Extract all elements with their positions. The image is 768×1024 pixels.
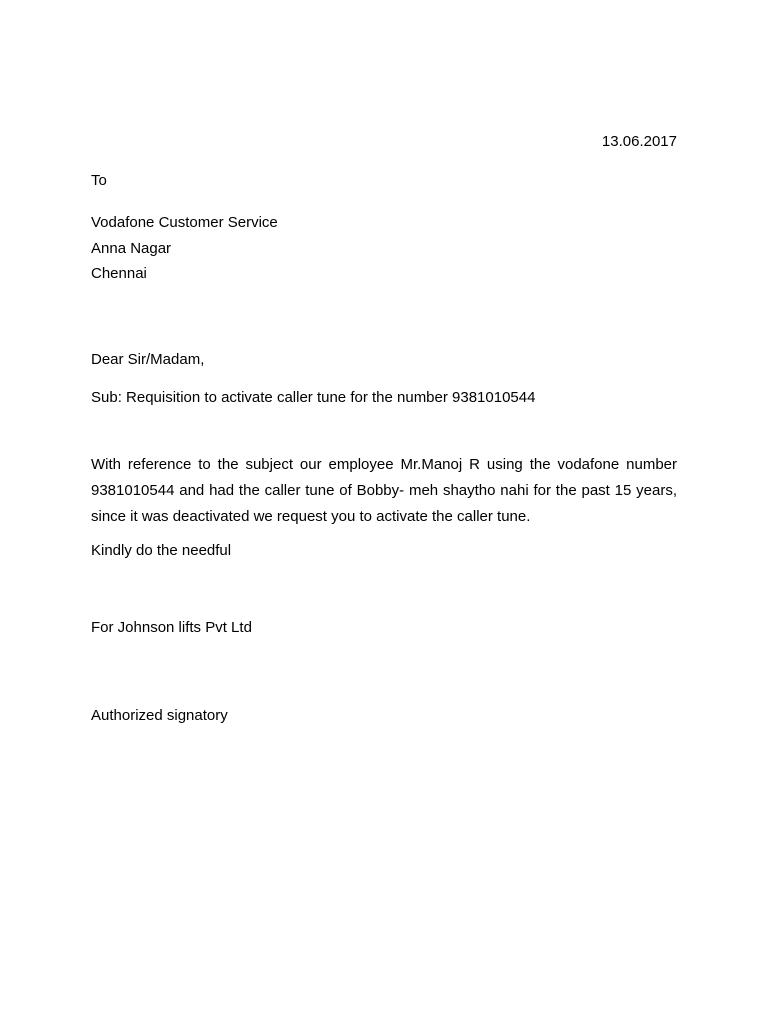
salutation: Dear Sir/Madam, <box>91 351 205 368</box>
subject-line: Sub: Requisition to activate caller tune for the number 9381010544 <box>91 389 536 406</box>
recipient-city: Chennai <box>91 265 147 282</box>
company-line: For Johnson lifts Pvt Ltd <box>91 619 252 636</box>
letter-date: 13.06.2017 <box>601 133 677 150</box>
recipient-area: Anna Nagar <box>91 239 172 257</box>
recipient-name: Vodafone Customer Service <box>91 214 278 231</box>
letter-body: With reference to the subject our employee Mr.Manoj R using the vodafone number 9381010544 and had the caller tune of Bobby- meh shaytho nahi for the past 15 years, since it was deactivated we request you to activate the caller tune. <box>91 456 677 525</box>
signatory-line: Authorized signatory <box>91 707 228 724</box>
recipient-address <box>91 210 278 287</box>
to-label: To <box>91 172 107 189</box>
closing-line: Kindly do the needful <box>91 542 232 559</box>
